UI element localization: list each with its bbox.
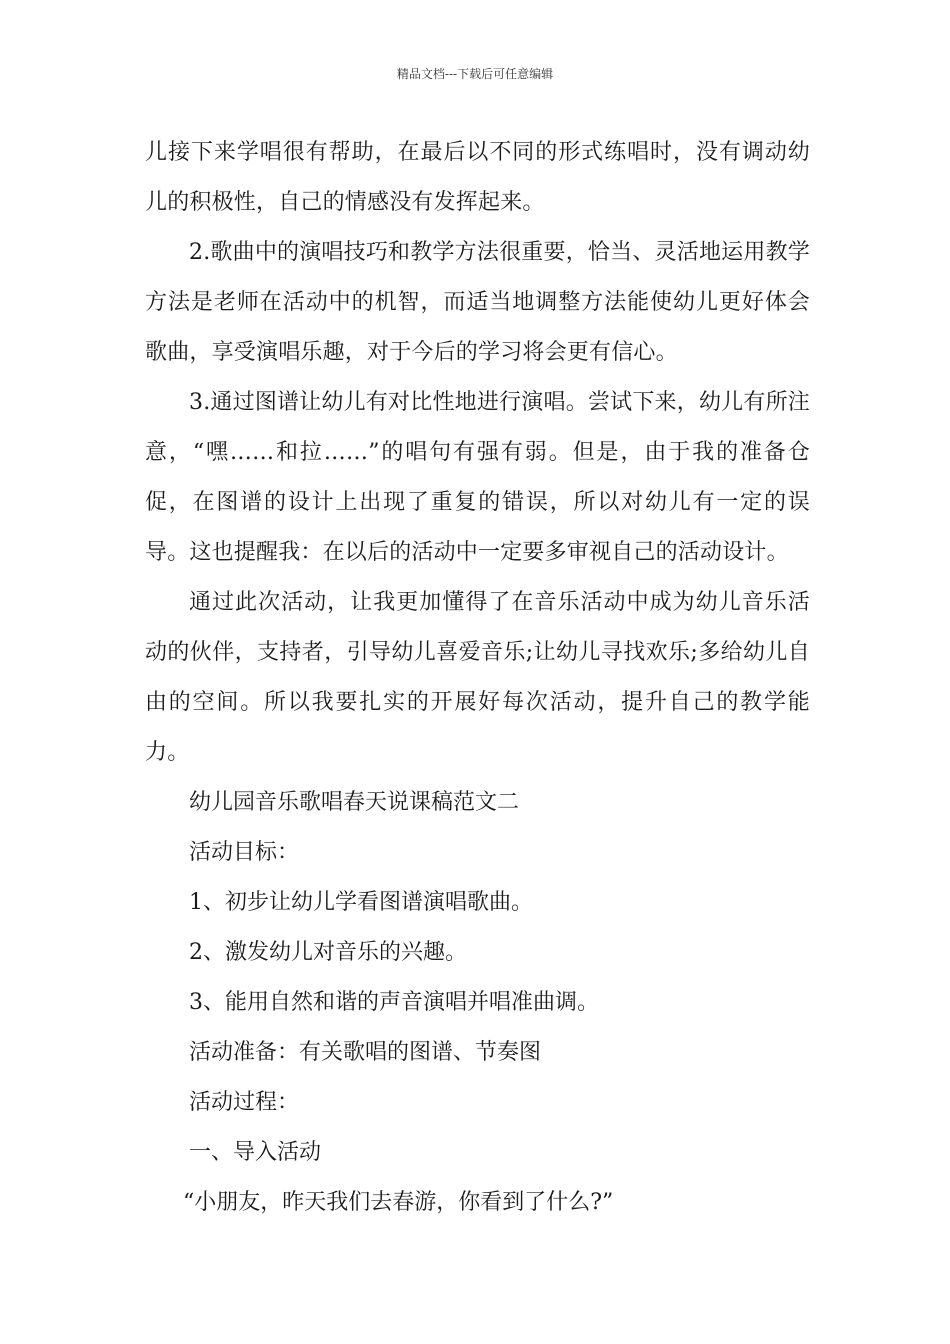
goal-item-2: 2、激发幼儿对音乐的兴趣。 (189, 940, 467, 965)
section-title: 幼儿园音乐歌唱春天说课稿范文二 (189, 790, 520, 815)
preparation-line: 活动准备：有关歌唱的图谱、节奏图 (189, 1040, 542, 1065)
step-1-heading: 一、导入活动 (189, 1140, 322, 1165)
paragraph-summary: 通过此次活动，让我更加懂得了在音乐活动中成为幼儿音乐活动的伙伴，支持者，引导幼儿喜爱音乐;让幼儿寻找欢乐;多给幼儿自由的空间。所以我要扎实的开展好每次活动，提升自己的教学能力。 (145, 590, 810, 765)
page-header: 精品文档---下载后可任意编辑 (396, 67, 554, 81)
process-heading: 活动过程： (189, 1090, 300, 1115)
paragraph-point-3: 3.通过图谱让幼儿有对比性地进行演唱。尝试下来，幼儿有所注意，“嘿……和拉……”的唱句有强有弱。但是，由于我的准备仓促，在图谱的设计上出现了重复的错误，所以对幼儿有一定的误导。这也提醒我：在以后的活动中一定要多审视自己的活动设计。 (145, 390, 810, 565)
quote-line: “小朋友，昨天我们去春游，你看到了什么?” (183, 1190, 614, 1215)
goal-heading: 活动目标： (189, 840, 300, 865)
paragraph-point-2: 2.歌曲中的演唱技巧和教学方法很重要，恰当、灵活地运用教学方法是老师在活动中的机智，而适当地调整方法能使幼儿更好体会歌曲，享受演唱乐趣，对于今后的学习将会更有信心。 (145, 240, 810, 365)
goal-item-1: 1、初步让幼儿学看图谱演唱歌曲。 (189, 890, 533, 915)
goal-item-3: 3、能用自然和谐的声音演唱并唱准曲调。 (189, 990, 599, 1015)
paragraph-continuation: 儿接下来学唱很有帮助，在最后以不同的形式练唱时，没有调动幼儿的积极性，自己的情感没有发挥起来。 (145, 140, 810, 215)
document-body (145, 128, 810, 1228)
